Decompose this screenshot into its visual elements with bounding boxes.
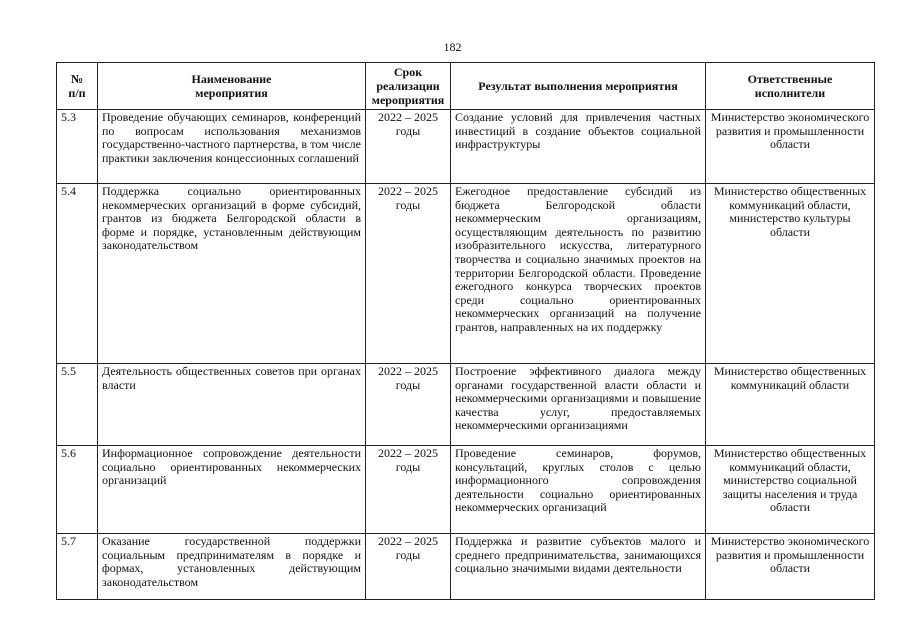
- measure-term: 2022 – 2025 годы: [366, 364, 451, 446]
- row-number: 5.4: [57, 184, 98, 364]
- measure-responsible: Министерство экономического развития и промышленности области: [706, 534, 875, 600]
- header-responsible: [706, 63, 875, 110]
- measure-name: Проведение обучающих семинаров, конференций по вопросам использования механизмов государственно-частного партнерства, в том числе практики заключения концессионных соглашений: [98, 110, 366, 184]
- header-name: [98, 63, 366, 110]
- row-number: 5.5: [57, 364, 98, 446]
- table-row: [57, 446, 875, 534]
- measure-term: 2022 – 2025 годы: [366, 534, 451, 600]
- measure-result: Поддержка и развитие субъектов малого и среднего предпринимательства, занимающихся социально значимыми видами деятельности: [451, 534, 706, 600]
- header-num: [57, 63, 98, 110]
- page-number: 182: [443, 40, 462, 54]
- measure-name: Оказание государственной поддержки социальным предпринимателям в порядке и формах, установленных действующим законодательством: [98, 534, 366, 600]
- measure-result: Ежегодное предоставление субсидий из бюджета Белгородской области некоммерческим организациям, осуществляющим деятельность по развитию изобразительного искусства, литературного творчества и социально значимых проектов на территории Белгородской области. Проведение ежегодного конкурса творческих проектов среди социально ориентированных некоммерческих организаций на получение грантов, направленных на их поддержку: [451, 184, 706, 364]
- measure-name: Деятельность общественных советов при органах власти: [98, 364, 366, 446]
- measure-responsible: Министерство общественных коммуникаций области: [706, 364, 875, 446]
- table-header: [57, 63, 875, 110]
- table-row: [57, 534, 875, 600]
- measure-responsible: Министерство экономического развития и промышленности области: [706, 110, 875, 184]
- table-row: [57, 364, 875, 446]
- header-term-text: Срок реализации мероприятия: [371, 65, 445, 107]
- measures-table: [56, 62, 875, 600]
- header-responsible-text: Ответственные исполнители: [747, 72, 833, 100]
- table-body: [57, 110, 875, 600]
- measure-responsible: Министерство общественных коммуникаций области, министерство культуры области: [706, 184, 875, 364]
- row-number: 5.7: [57, 534, 98, 600]
- row-number: 5.6: [57, 446, 98, 534]
- table-row: [57, 184, 875, 364]
- header-num-text: № п/п: [68, 72, 86, 100]
- measure-result: Проведение семинаров, форумов, консультаций, круглых столов с целью информационного сопровождения деятельности социально ориентированных некоммерческих организаций: [451, 446, 706, 534]
- measure-term: 2022 – 2025 годы: [366, 184, 451, 364]
- measure-name: Информационное сопровождение деятельности социально ориентированных некоммерческих организаций: [98, 446, 366, 534]
- header-name-text: Наименование мероприятия: [191, 72, 272, 100]
- header-result-text: Результат выполнения мероприятия: [478, 79, 678, 93]
- measure-responsible: Министерство общественных коммуникаций области, министерство социальной защиты населения и труда области: [706, 446, 875, 534]
- measure-result: Создание условий для привлечения частных инвестиций в создание объектов социальной инфраструктуры: [451, 110, 706, 184]
- measure-term: 2022 – 2025 годы: [366, 446, 451, 534]
- table-row: [57, 110, 875, 184]
- header-term: [366, 63, 451, 110]
- measure-term: 2022 – 2025 годы: [366, 110, 451, 184]
- header-result: [451, 63, 706, 110]
- measure-name: Поддержка социально ориентированных некоммерческих организаций в форме субсидий, грантов из бюджета Белгородской области в форме и порядке, установленным действующим законодательством: [98, 184, 366, 364]
- measure-result: Построение эффективного диалога между органами государственной власти области и некоммерческими организациями и повышение качества услуг, предоставляемых некоммерческими организациями: [451, 364, 706, 446]
- row-number: 5.3: [57, 110, 98, 184]
